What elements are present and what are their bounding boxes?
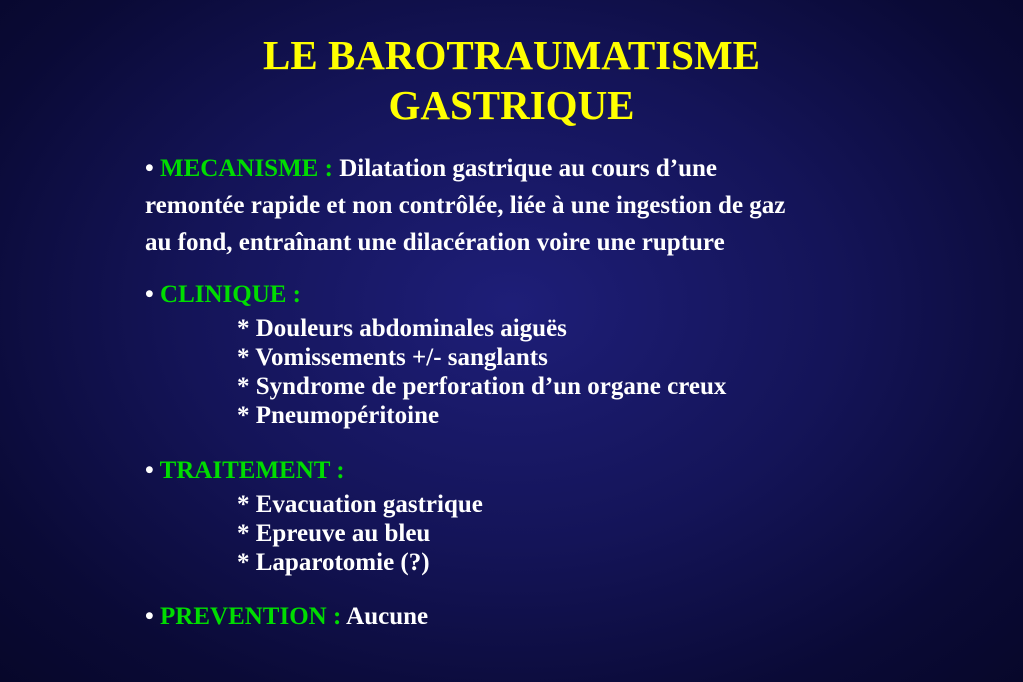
mecanisme-text-3: au fond, entraînant une dilacération voire une rupture [145,229,725,256]
title-line-2: GASTRIQUE [388,82,635,128]
list-item: * Epreuve au bleu [237,520,431,547]
clinique-heading [145,280,945,310]
mecanisme-section [145,150,945,261]
traitement-heading [145,456,945,486]
prevention-section [145,602,945,632]
mecanisme-text-2: remontée rapide et non contrôlée, liée à une ingestion de gaz [145,192,786,219]
bullet-icon: • [145,457,154,484]
list-item: * Laparotomie (?) [237,549,430,576]
traitement-label: TRAITEMENT : [159,457,345,484]
mecanisme-text-1: Dilatation gastrique au cours d’une [339,155,717,182]
mecanisme-label: MECANISME : [160,155,333,182]
bullet-icon: • [145,281,154,308]
list-item: * Evacuation gastrique [237,491,483,518]
prevention-label: PREVENTION : [160,603,342,630]
list-item: * Syndrome de perforation d’un organe creux [237,373,727,400]
mecanisme-line-1 [145,150,945,187]
bullet-icon: • [145,155,154,182]
traitement-section [145,456,945,577]
traitement-list [145,490,945,577]
list-item: * Douleurs abdominales aiguës [237,315,567,342]
prevention-value: Aucune [346,603,429,630]
clinique-section [145,280,945,430]
list-item: * Pneumopéritoine [237,402,440,429]
list-item: * Vomissements +/- sanglants [237,344,548,371]
slide-title [0,30,1023,130]
clinique-label: CLINIQUE : [160,281,302,308]
bullet-icon: • [145,603,154,630]
prevention-heading [145,602,945,632]
clinique-list [145,314,945,430]
title-line-1: LE BAROTRAUMATISME [263,32,760,78]
